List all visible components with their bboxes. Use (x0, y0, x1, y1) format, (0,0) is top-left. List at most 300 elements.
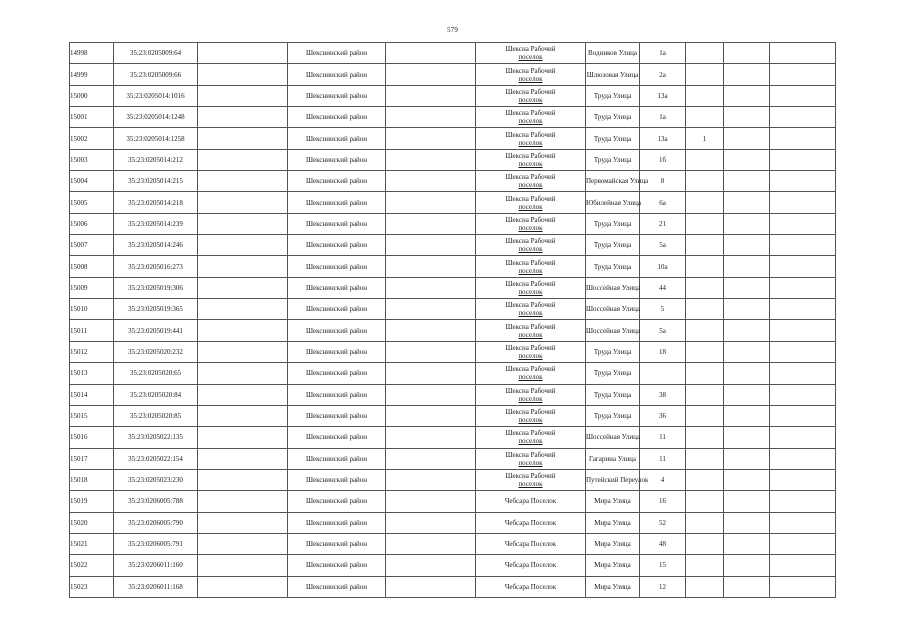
cadastral-number-cell: 35:23:0206011:160 (114, 555, 198, 576)
table-row (70, 277, 836, 298)
blank-cell (770, 427, 836, 448)
settlement-name: Шексна Рабочий (505, 237, 556, 246)
settlement-type: поселок (518, 480, 543, 489)
settlement-name: Шексна Рабочий (505, 408, 556, 417)
building-number-cell (686, 235, 724, 256)
settlement-name: Чебсара Поселок (504, 540, 557, 549)
cadastral-number-cell: 35:23:0205020:84 (114, 384, 198, 405)
street-cell: Труда Улица (586, 405, 640, 426)
district-cell: Шекснинский район (288, 64, 386, 85)
house-number-cell: 2а (640, 64, 686, 85)
building-number-cell (686, 576, 724, 597)
blank-cell (770, 341, 836, 362)
row-number-cell: 15015 (70, 405, 114, 426)
blank-cell (724, 469, 770, 490)
house-number-cell: 1а (640, 43, 686, 64)
blank-cell (770, 192, 836, 213)
building-number-cell (686, 469, 724, 490)
cadastral-number-cell: 35:23:0206005:790 (114, 512, 198, 533)
settlement-name: Шексна Рабочий (505, 130, 556, 139)
settlement-type: поселок (518, 95, 543, 104)
blank-cell (198, 576, 288, 597)
building-number-cell (686, 448, 724, 469)
table-row (70, 107, 836, 128)
blank-cell (198, 448, 288, 469)
blank-cell (724, 256, 770, 277)
row-number-cell: 15020 (70, 512, 114, 533)
street-cell: Мира Улица (586, 512, 640, 533)
settlement-name: Шексна Рабочий (505, 472, 556, 481)
settlement-type: поселок (518, 138, 543, 147)
settlement-type: поселок (518, 394, 543, 403)
street-cell: Шоссейная Улица (586, 320, 640, 341)
district-cell: Шекснинский район (288, 427, 386, 448)
blank-cell (724, 85, 770, 106)
blank-cell (386, 512, 476, 533)
blank-cell (770, 128, 836, 149)
settlement-type: поселок (518, 202, 543, 211)
blank-cell (198, 384, 288, 405)
blank-cell (770, 384, 836, 405)
blank-cell (198, 533, 288, 554)
settlement-type: поселок (518, 181, 543, 190)
blank-cell (770, 43, 836, 64)
building-number-cell (686, 512, 724, 533)
settlement-type: поселок (518, 223, 543, 232)
blank-cell (198, 405, 288, 426)
table-row (70, 491, 836, 512)
settlement-type: поселок (518, 117, 543, 126)
blank-cell (770, 256, 836, 277)
cadastral-number-cell: 35:23:0205019:306 (114, 277, 198, 298)
building-number-cell (686, 555, 724, 576)
table-row (70, 171, 836, 192)
blank-cell (724, 235, 770, 256)
building-number-cell (686, 192, 724, 213)
table-row (70, 341, 836, 362)
settlement-type: поселок (518, 159, 543, 168)
blank-cell (724, 107, 770, 128)
blank-cell (770, 405, 836, 426)
settlement-name: Чебсара Поселок (504, 518, 557, 527)
settlement-cell (476, 320, 586, 341)
table-row (70, 43, 836, 64)
blank-cell (386, 64, 476, 85)
row-number-cell: 15004 (70, 171, 114, 192)
blank-cell (770, 491, 836, 512)
building-number-cell (686, 43, 724, 64)
row-number-cell: 15019 (70, 491, 114, 512)
row-number-cell: 15005 (70, 192, 114, 213)
blank-cell (724, 149, 770, 170)
blank-cell (386, 128, 476, 149)
blank-cell (198, 320, 288, 341)
settlement-name: Шексна Рабочий (505, 66, 556, 75)
blank-cell (724, 341, 770, 362)
row-number-cell: 15009 (70, 277, 114, 298)
table-row (70, 363, 836, 384)
blank-cell (770, 555, 836, 576)
building-number-cell (686, 256, 724, 277)
house-number-cell: 1а (640, 107, 686, 128)
street-cell: Мира Улица (586, 555, 640, 576)
cadastral-number-cell: 35:23:0205014:212 (114, 149, 198, 170)
row-number-cell: 15006 (70, 213, 114, 234)
house-number-cell: 48 (640, 533, 686, 554)
blank-cell (198, 43, 288, 64)
registry-body (70, 43, 836, 598)
blank-cell (198, 277, 288, 298)
street-cell: Труда Улица (586, 213, 640, 234)
blank-cell (724, 363, 770, 384)
settlement-name: Чебсара Поселок (504, 582, 557, 591)
building-number-cell (686, 277, 724, 298)
district-cell: Шекснинский район (288, 555, 386, 576)
table-row (70, 555, 836, 576)
settlement-type: поселок (518, 416, 543, 425)
blank-cell (770, 107, 836, 128)
row-number-cell: 14998 (70, 43, 114, 64)
settlement-type: поселок (518, 437, 543, 446)
house-number-cell: 5 (640, 299, 686, 320)
settlement-cell (476, 171, 586, 192)
settlement-cell (476, 85, 586, 106)
street-cell: Труда Улица (586, 363, 640, 384)
settlement-cell (476, 277, 586, 298)
building-number-cell (686, 213, 724, 234)
settlement-name: Шексна Рабочий (505, 322, 556, 331)
settlement-type: поселок (518, 458, 543, 467)
cadastral-number-cell: 35:23:0205014:239 (114, 213, 198, 234)
table-row (70, 213, 836, 234)
house-number-cell: 38 (640, 384, 686, 405)
district-cell: Шекснинский район (288, 363, 386, 384)
blank-cell (724, 491, 770, 512)
district-cell: Шекснинский район (288, 448, 386, 469)
house-number-cell: 16 (640, 491, 686, 512)
cadastral-number-cell: 35:23:0205019:441 (114, 320, 198, 341)
house-number-cell (640, 363, 686, 384)
blank-cell (198, 171, 288, 192)
row-number-cell: 15016 (70, 427, 114, 448)
blank-cell (386, 107, 476, 128)
cadastral-number-cell: 35:23:0205009:66 (114, 64, 198, 85)
building-number-cell (686, 171, 724, 192)
house-number-cell: 18 (640, 341, 686, 362)
blank-cell (770, 299, 836, 320)
settlement-cell (476, 192, 586, 213)
settlement-cell (476, 341, 586, 362)
cadastral-number-cell: 35:23:0205014:246 (114, 235, 198, 256)
table-row (70, 469, 836, 490)
row-number-cell: 15010 (70, 299, 114, 320)
blank-cell (198, 469, 288, 490)
blank-cell (724, 213, 770, 234)
blank-cell (386, 576, 476, 597)
district-cell: Шекснинский район (288, 128, 386, 149)
blank-cell (386, 256, 476, 277)
blank-cell (386, 235, 476, 256)
house-number-cell: 5а (640, 320, 686, 341)
district-cell: Шекснинский район (288, 192, 386, 213)
blank-cell (724, 64, 770, 85)
house-number-cell: 13а (640, 128, 686, 149)
blank-cell (724, 512, 770, 533)
settlement-type: поселок (518, 309, 543, 318)
settlement-name: Шексна Рабочий (505, 279, 556, 288)
table-row (70, 576, 836, 597)
blank-cell (724, 576, 770, 597)
blank-cell (198, 341, 288, 362)
settlement-name: Шексна Рабочий (505, 151, 556, 160)
settlement-type: поселок (518, 373, 543, 382)
blank-cell (724, 555, 770, 576)
row-number-cell: 15017 (70, 448, 114, 469)
district-cell: Шекснинский район (288, 320, 386, 341)
settlement-cell (476, 213, 586, 234)
row-number-cell: 15001 (70, 107, 114, 128)
cadastral-number-cell: 35:23:0205022:135 (114, 427, 198, 448)
blank-cell (386, 171, 476, 192)
district-cell: Шекснинский район (288, 107, 386, 128)
street-cell: Труда Улица (586, 384, 640, 405)
blank-cell (770, 235, 836, 256)
table-row (70, 512, 836, 533)
settlement-type: поселок (518, 245, 543, 254)
cadastral-number-cell: 35:23:0206005:791 (114, 533, 198, 554)
cadastral-number-cell: 35:23:0206005:788 (114, 491, 198, 512)
blank-cell (386, 43, 476, 64)
row-number-cell: 15023 (70, 576, 114, 597)
settlement-cell (476, 512, 586, 533)
blank-cell (770, 171, 836, 192)
row-number-cell: 15011 (70, 320, 114, 341)
table-row (70, 299, 836, 320)
blank-cell (770, 320, 836, 341)
settlement-cell (476, 533, 586, 554)
settlement-name: Шексна Рабочий (505, 215, 556, 224)
blank-cell (386, 448, 476, 469)
street-cell: Шоссейная Улица (586, 299, 640, 320)
blank-cell (724, 533, 770, 554)
settlement-cell (476, 256, 586, 277)
blank-cell (386, 320, 476, 341)
blank-cell (770, 64, 836, 85)
blank-cell (724, 384, 770, 405)
cadastral-number-cell: 35:23:0205009:64 (114, 43, 198, 64)
settlement-cell (476, 149, 586, 170)
blank-cell (386, 192, 476, 213)
district-cell: Шекснинский район (288, 512, 386, 533)
district-cell: Шекснинский район (288, 299, 386, 320)
table-row (70, 256, 836, 277)
row-number-cell: 14999 (70, 64, 114, 85)
settlement-name: Шексна Рабочий (505, 343, 556, 352)
blank-cell (386, 149, 476, 170)
row-number-cell: 15007 (70, 235, 114, 256)
settlement-cell (476, 128, 586, 149)
district-cell: Шекснинский район (288, 171, 386, 192)
settlement-name: Шексна Рабочий (505, 173, 556, 182)
street-cell: Труда Улица (586, 341, 640, 362)
building-number-cell (686, 491, 724, 512)
cadastral-number-cell: 35:23:0205014:1016 (114, 85, 198, 106)
settlement-cell (476, 64, 586, 85)
settlement-cell (476, 427, 586, 448)
house-number-cell: 8 (640, 171, 686, 192)
street-cell: Труда Улица (586, 128, 640, 149)
street-cell: Гагарина Улица (586, 448, 640, 469)
street-cell: Шоссейная Улица (586, 277, 640, 298)
blank-cell (724, 192, 770, 213)
house-number-cell: 5а (640, 235, 686, 256)
settlement-type: поселок (518, 287, 543, 296)
blank-cell (198, 149, 288, 170)
blank-cell (198, 235, 288, 256)
district-cell: Шекснинский район (288, 277, 386, 298)
blank-cell (770, 576, 836, 597)
blank-cell (198, 555, 288, 576)
house-number-cell: 10а (640, 256, 686, 277)
settlement-cell (476, 384, 586, 405)
district-cell: Шекснинский район (288, 384, 386, 405)
table-row (70, 427, 836, 448)
district-cell: Шекснинский район (288, 341, 386, 362)
blank-cell (198, 192, 288, 213)
blank-cell (386, 341, 476, 362)
building-number-cell (686, 405, 724, 426)
blank-cell (386, 363, 476, 384)
blank-cell (724, 299, 770, 320)
blank-cell (770, 512, 836, 533)
settlement-name: Шексна Рабочий (505, 45, 556, 54)
cadastral-number-cell: 35:23:0205014:218 (114, 192, 198, 213)
building-number-cell (686, 341, 724, 362)
blank-cell (386, 213, 476, 234)
house-number-cell: 12 (640, 576, 686, 597)
district-cell: Шекснинский район (288, 469, 386, 490)
table-row (70, 384, 836, 405)
row-number-cell: 15002 (70, 128, 114, 149)
house-number-cell: 4 (640, 469, 686, 490)
settlement-name: Шексна Рабочий (505, 194, 556, 203)
row-number-cell: 15014 (70, 384, 114, 405)
building-number-cell (686, 299, 724, 320)
blank-cell (198, 128, 288, 149)
page-number: 579 (446, 26, 459, 34)
cadastral-number-cell: 35:23:0205019:365 (114, 299, 198, 320)
building-number-cell (686, 427, 724, 448)
blank-cell (386, 469, 476, 490)
blank-cell (770, 277, 836, 298)
row-number-cell: 15021 (70, 533, 114, 554)
table-row (70, 448, 836, 469)
blank-cell (198, 491, 288, 512)
settlement-cell (476, 469, 586, 490)
settlement-cell (476, 363, 586, 384)
blank-cell (198, 427, 288, 448)
settlement-name: Шексна Рабочий (505, 386, 556, 395)
settlement-name: Шексна Рабочий (505, 301, 556, 310)
street-cell: Мира Улица (586, 491, 640, 512)
table-row (70, 192, 836, 213)
settlement-name: Шексна Рабочий (505, 258, 556, 267)
cadastral-number-cell: 35:23:0205020:85 (114, 405, 198, 426)
table-row (70, 533, 836, 554)
cadastral-number-cell: 35:23:0205016:273 (114, 256, 198, 277)
street-cell: Водников Улица (586, 43, 640, 64)
settlement-cell (476, 405, 586, 426)
cadastral-number-cell: 35:23:0205022:154 (114, 448, 198, 469)
street-cell: Мира Улица (586, 576, 640, 597)
blank-cell (386, 533, 476, 554)
blank-cell (770, 533, 836, 554)
settlement-cell (476, 299, 586, 320)
district-cell: Шекснинский район (288, 43, 386, 64)
district-cell: Шекснинский район (288, 533, 386, 554)
blank-cell (724, 448, 770, 469)
blank-cell (198, 213, 288, 234)
building-number-cell (686, 85, 724, 106)
row-number-cell: 15012 (70, 341, 114, 362)
blank-cell (724, 320, 770, 341)
street-cell: Шоссейная Улица (586, 427, 640, 448)
building-number-cell (686, 533, 724, 554)
blank-cell (386, 491, 476, 512)
blank-cell (724, 128, 770, 149)
blank-cell (724, 277, 770, 298)
house-number-cell: 1б (640, 149, 686, 170)
settlement-type: поселок (518, 53, 543, 62)
district-cell: Шекснинский район (288, 405, 386, 426)
blank-cell (770, 363, 836, 384)
house-number-cell: 6а (640, 192, 686, 213)
district-cell: Шекснинский район (288, 85, 386, 106)
blank-cell (198, 85, 288, 106)
settlement-type: поселок (518, 74, 543, 83)
house-number-cell: 44 (640, 277, 686, 298)
district-cell: Шекснинский район (288, 149, 386, 170)
district-cell: Шекснинский район (288, 235, 386, 256)
table-row (70, 85, 836, 106)
cadastral-number-cell: 35:23:0205014:1248 (114, 107, 198, 128)
row-number-cell: 15003 (70, 149, 114, 170)
row-number-cell: 15008 (70, 256, 114, 277)
settlement-name: Шексна Рабочий (505, 450, 556, 459)
street-cell: Путейский Переулок (586, 469, 640, 490)
blank-cell (386, 85, 476, 106)
blank-cell (724, 43, 770, 64)
row-number-cell: 15018 (70, 469, 114, 490)
settlement-cell (476, 235, 586, 256)
blank-cell (770, 85, 836, 106)
cadastral-number-cell: 35:23:0206011:168 (114, 576, 198, 597)
house-number-cell: 36 (640, 405, 686, 426)
table-row (70, 149, 836, 170)
street-cell: Шлюзовая Улица (586, 64, 640, 85)
table-row (70, 405, 836, 426)
blank-cell (770, 448, 836, 469)
settlement-name: Шексна Рабочий (505, 365, 556, 374)
street-cell: Мира Улица (586, 533, 640, 554)
street-cell: Первомайская Улица (586, 171, 640, 192)
street-cell: Труда Улица (586, 107, 640, 128)
blank-cell (770, 469, 836, 490)
blank-cell (386, 555, 476, 576)
blank-cell (770, 149, 836, 170)
settlement-type: поселок (518, 266, 543, 275)
building-number-cell (686, 64, 724, 85)
